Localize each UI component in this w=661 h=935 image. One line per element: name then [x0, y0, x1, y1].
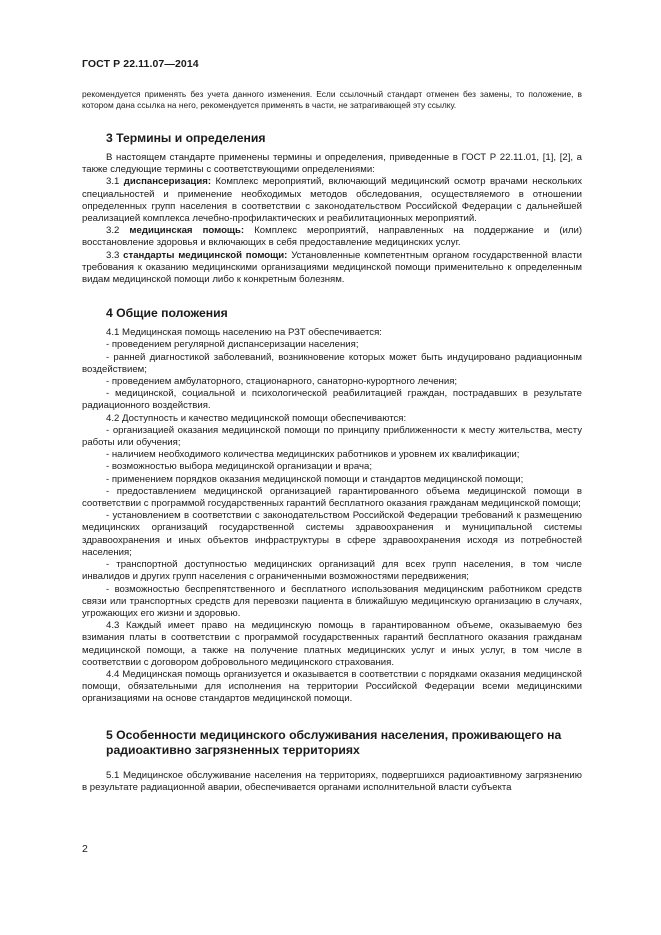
list-item: - возможностью выбора медицинской организации и врача;: [106, 461, 372, 473]
list-item: - возможностью беспрепятственного и бесплатного использования медицинским работником средств связи или транспортных средств для перевозки пациента в ближайшую медицинскую организацию в случаях, угрожающих его жизни и здоровью.: [82, 583, 582, 619]
paragraph: 5.1 Медицинское обслуживание населения на территориях, подвергшихся радиоактивному загрязнению в результате радиационной аварии, обеспечивается органами исполнительной власти субъекта: [82, 769, 582, 793]
document-header: ГОСТ Р 22.11.07—2014: [82, 58, 199, 70]
paragraph: 4.4 Медицинская помощь организуется и оказывается в соответствии с порядками оказания медицинской помощи, обязательными для исполнения на территории Российской Федерации всеми медицинскими организациями на основе стандартов медицинской помощи.: [82, 668, 582, 705]
list-item: - установлением в соответствии с законодательством Российской Федерации требований к размещению медицинских организаций государственной системы здравоохранения и муниципальной системы здравоохранения и иных объектов инфраструктуры в сфере здравоохранения исходя из потребностей населения;: [82, 510, 582, 558]
list-item: - проведением регулярной диспансеризации населения;: [106, 339, 359, 351]
term-number: 3.3: [106, 249, 120, 261]
term-number: 3.1: [106, 176, 120, 188]
paragraph: 4.1 Медицинская помощь населению на РЗТ обеспечивается:: [106, 327, 382, 339]
section-3-heading: 3 Термины и определения: [106, 131, 266, 145]
list-item: - медицинской, социальной и психологической реабилитацией граждан, пострадавших в результате радиационного воздействия.: [82, 388, 582, 412]
page-number: 2: [82, 843, 88, 855]
term-3-2: [82, 225, 582, 249]
term-3-3: [82, 250, 582, 287]
paragraph: 4.3 Каждый имеет право на медицинскую помощь в гарантированном объеме, оказываемую без взимания платы в соответствии с программой государственных гарантий бесплатного оказания гражданам медицинской помощи, а также на получение платных медицинских услуг и иных услуг, в том числе в соответствии с договором добровольного медицинского страхования.: [82, 620, 582, 668]
term-3-1: [82, 176, 582, 225]
section-5-heading: 5 Особенности медицинского обслуживания населения, проживающего на радиоактивно загрязненных территориях: [106, 727, 562, 757]
list-item: - проведением амбулаторного, стационарного, санаторно-курортного лечения;: [106, 376, 458, 388]
term-definition: Комплекс мероприятий, включающий медицинский осмотр врачами нескольких специальностей и применение необходимых методов обследования, осуществляемого в отношении определенных групп населения в соответствии с законодательством Российской Федерации с дальнейшей реализацией комплекса лечебно-профилактических и реабилитационных мероприятий.: [82, 176, 583, 225]
section-3-intro: В настоящем стандарте применены термины и определения, приведенные в ГОСТ Р 22.11.01, [1], [2], а также следующие термины с соответствующими определениями:: [82, 152, 582, 176]
document-body: [82, 89, 582, 794]
term-name: диспансеризация:: [123, 176, 212, 188]
term-definition: Комплекс мероприятий, направленных на поддержание и (или) восстановление здоровья и включающих в себя предоставление медицинских услуг.: [82, 225, 583, 249]
term-number: 3.2: [106, 225, 120, 237]
paragraph: 4.2 Доступность и качество медицинской помощи обеспечиваются:: [106, 412, 407, 424]
section-4-heading: 4 Общие положения: [106, 306, 228, 321]
term-name: медицинская помощь:: [129, 225, 245, 237]
term-name: стандарты медицинской помощи:: [123, 249, 288, 261]
term-definition: Установленные компетентным органом государственной власти требования к оказанию медицинскими организациями медицинской помощи применительно к определенным видам медицинской помощи либо к конкретным болезням.: [82, 249, 583, 286]
list-item: - организацией оказания медицинской помощи по принципу приближенности к месту жительства, месту работы или обучения;: [82, 424, 582, 449]
intro-paragraph: рекомендуется применять без учета данного изменения. Если ссылочный стандарт отменен без замены, то положение, в котором дана ссылка на него, рекомендуется применять в части, не затрагивающей эту ссылку.: [82, 89, 582, 110]
list-item: - транспортной доступностью медицинских организаций для всех групп населения, в том числе инвалидов и других групп населения с ограниченными возможностями передвижения;: [82, 559, 582, 583]
list-item: - применением порядков оказания медицинской помощи и стандартов медицинской помощи;: [106, 473, 524, 485]
list-item: - ранней диагностикой заболеваний, возникновение которых может быть индуцировано радиационным воздействием;: [82, 351, 582, 375]
list-item: - наличием необходимого количества медицинских работников и уровнем их квалификации;: [106, 449, 520, 461]
list-item: - предоставлением медицинской организацией гарантированного объема медицинской помощи в соответствии с программой государственных гарантий бесплатного оказания гражданам медицинской помощи;: [82, 485, 582, 510]
